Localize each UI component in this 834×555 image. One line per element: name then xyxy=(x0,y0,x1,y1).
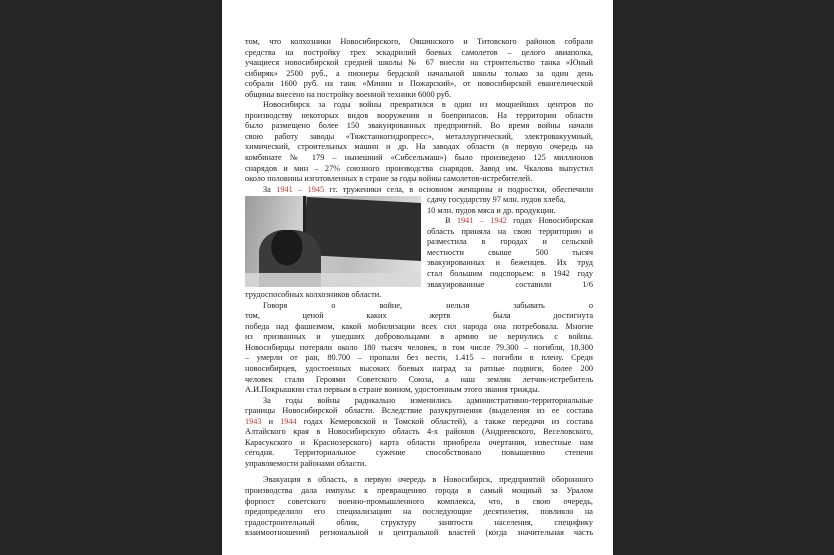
page-text xyxy=(245,37,593,539)
text-line: взаимоотношений региональной и центральной властей (когда значительная часть xyxy=(245,528,593,538)
text-line: собрали 1600 руб. на танк «Минин и Пожарский», от новосибирской евангелической xyxy=(245,79,593,89)
year-highlight: 1944 xyxy=(280,416,297,426)
text-fragment: и xyxy=(261,416,281,426)
war-photo xyxy=(245,196,421,287)
year-highlight: 1941 – 1945 xyxy=(276,184,325,194)
text-line: разместила в городах и сельской xyxy=(427,237,593,247)
text-line: химический, строительных машин и др. На заводах области (в первую очередь на xyxy=(245,142,593,152)
text-line: 10 млн. пудов мяса и др. продукции. xyxy=(427,205,556,215)
text-line: За годы войны радикально изменились административно-территориальные xyxy=(263,395,593,405)
year-highlight: 1941 – 1942 xyxy=(456,216,507,226)
text-line xyxy=(245,417,593,428)
text-line: том, что колхозники Новосибирского, Ояшинского и Титовского районов собрали xyxy=(245,37,593,46)
text-line: – умерли от ран, 80.700 – пропали без вести, 1.415 – погибли в плену. Среди xyxy=(245,353,593,363)
text-fragment: В xyxy=(445,216,457,226)
text-fragment: гг. труженики села, в основном женщины и подростки, обеспечили xyxy=(324,184,594,194)
text-line: снарядов и мин – 27% союзного производства снарядов. Завод им. Чкалова выпустил xyxy=(245,163,593,173)
text-line: победа над фашизмом, какой мобилизации всех сил народа она потребовала. Многие xyxy=(245,321,593,331)
text-line: Новосибирск за годы войны превратился в один из мощнейших центров по xyxy=(263,100,593,110)
year-highlight: 1943 xyxy=(245,416,262,426)
text-line: трудоспособных колхозников области. xyxy=(245,290,382,300)
text-fragment: За xyxy=(263,184,277,194)
paragraph-losses xyxy=(245,322,593,396)
text-line: комбинате № 179 – нынешний «Сибсельмаш») было произведено 125 миллионов xyxy=(245,153,593,163)
text-line: общины внесено на постройку военной техники 6000 руб. xyxy=(245,89,452,99)
text-line: сегодня. Территориальное сужение способствовало повышению степени xyxy=(245,448,593,458)
text-fragment: годах Кемеровской и Томской областей), а также передачи из состава xyxy=(296,416,593,426)
text-line: около половины изготовленных в стране за годы войны самолетов-истребителей. xyxy=(245,174,533,184)
text-line: Новосибирцы потеряли около 180 тысяч человек, в том числе 79.300 – погибли, 18.300 xyxy=(245,342,593,352)
text-line: новосибирцев, удостоенных высоких боевых наград за ратные подвиги, более 200 xyxy=(245,363,593,373)
text-line: границы Новосибирской области. Вследствие разукрупнения (выделения из ее состава xyxy=(245,406,593,416)
text-line: Говоря о войне, нельзя забывать о xyxy=(263,300,593,310)
text-line: управляемости районами области. xyxy=(245,458,367,468)
text-line: из призванных и ушедших добровольцами в армию не вернулись с войны. xyxy=(245,332,593,342)
text-line: форпост советского военно-промышленного комплекса, что, в свою очередь, xyxy=(245,496,593,506)
text-line: производству некоторых видов вооружения и боеприпасов. На территории области xyxy=(245,110,593,120)
paragraph-borders xyxy=(245,396,593,470)
text-line: средства на постройку трех эскадрилий боевых самолетов – целого авиаполка, xyxy=(245,47,593,57)
text-line: человек стали Героями Советского Союза, а наш земляк летчик-истребитель xyxy=(245,374,593,384)
text-line: эвакуированных и беженцев. Их труд xyxy=(427,258,593,268)
paragraph-donations xyxy=(245,37,593,100)
text-line: эвакуированные составили 1/6 xyxy=(427,279,593,289)
text-line: А.И.Покрышкин стал первым в стране воином, удостоенным этого звания трижды. xyxy=(245,385,540,395)
text-line: производства дала импульс к превращению города в самый мощный за Уралом xyxy=(245,485,593,495)
text-line: сибиряк» 2500 руб., а пионеры бердской начальной школы только за один день xyxy=(245,68,593,78)
text-line: свою работу заводы «Тяжстанкогидропресс», металлургический, электровакуумный, xyxy=(245,131,593,141)
text-line: местности свыше 500 тысяч xyxy=(427,247,593,257)
paragraph-evacuation xyxy=(245,475,593,538)
text-line: учащиеся новосибирской средней школы № 67 внесли на строительство танка «Юный xyxy=(245,58,593,68)
text-line: сдачу государству 97 млн. пудов хлеба, xyxy=(427,195,566,205)
text-line: Алтайского края в Новосибирскую область 4-х районов (Андреевского, Веселовского, xyxy=(245,427,593,437)
text-line: Эвакуация в область, в первую очередь в Новосибирск, предприятий оборонного xyxy=(263,475,593,485)
text-line: предопределило его специализацию на последующие десятилетия, повлияло на xyxy=(245,507,593,517)
paragraph-industry xyxy=(245,100,593,184)
text-line: том, ценой каких жертв была достигнута xyxy=(245,311,593,321)
text-line: градостроительный облик, структуру занятости населения, специфику xyxy=(245,517,593,527)
text-line: Карасукского и Краснозерского) карта области приобрела очертания, известные нам xyxy=(245,437,593,447)
photo-banner xyxy=(304,197,421,261)
text-line: область приняла на свою территорию и xyxy=(427,226,593,236)
text-fragment: годах Новосибирская xyxy=(506,216,594,226)
text-line: было размещено более 150 эвакуированных предприятий. Во время войны начали xyxy=(245,121,593,131)
text-line: стал большим подспорьем: в 1942 году xyxy=(427,269,593,279)
text-line xyxy=(245,185,593,196)
photo-ground xyxy=(245,273,421,287)
document-page xyxy=(222,0,613,555)
